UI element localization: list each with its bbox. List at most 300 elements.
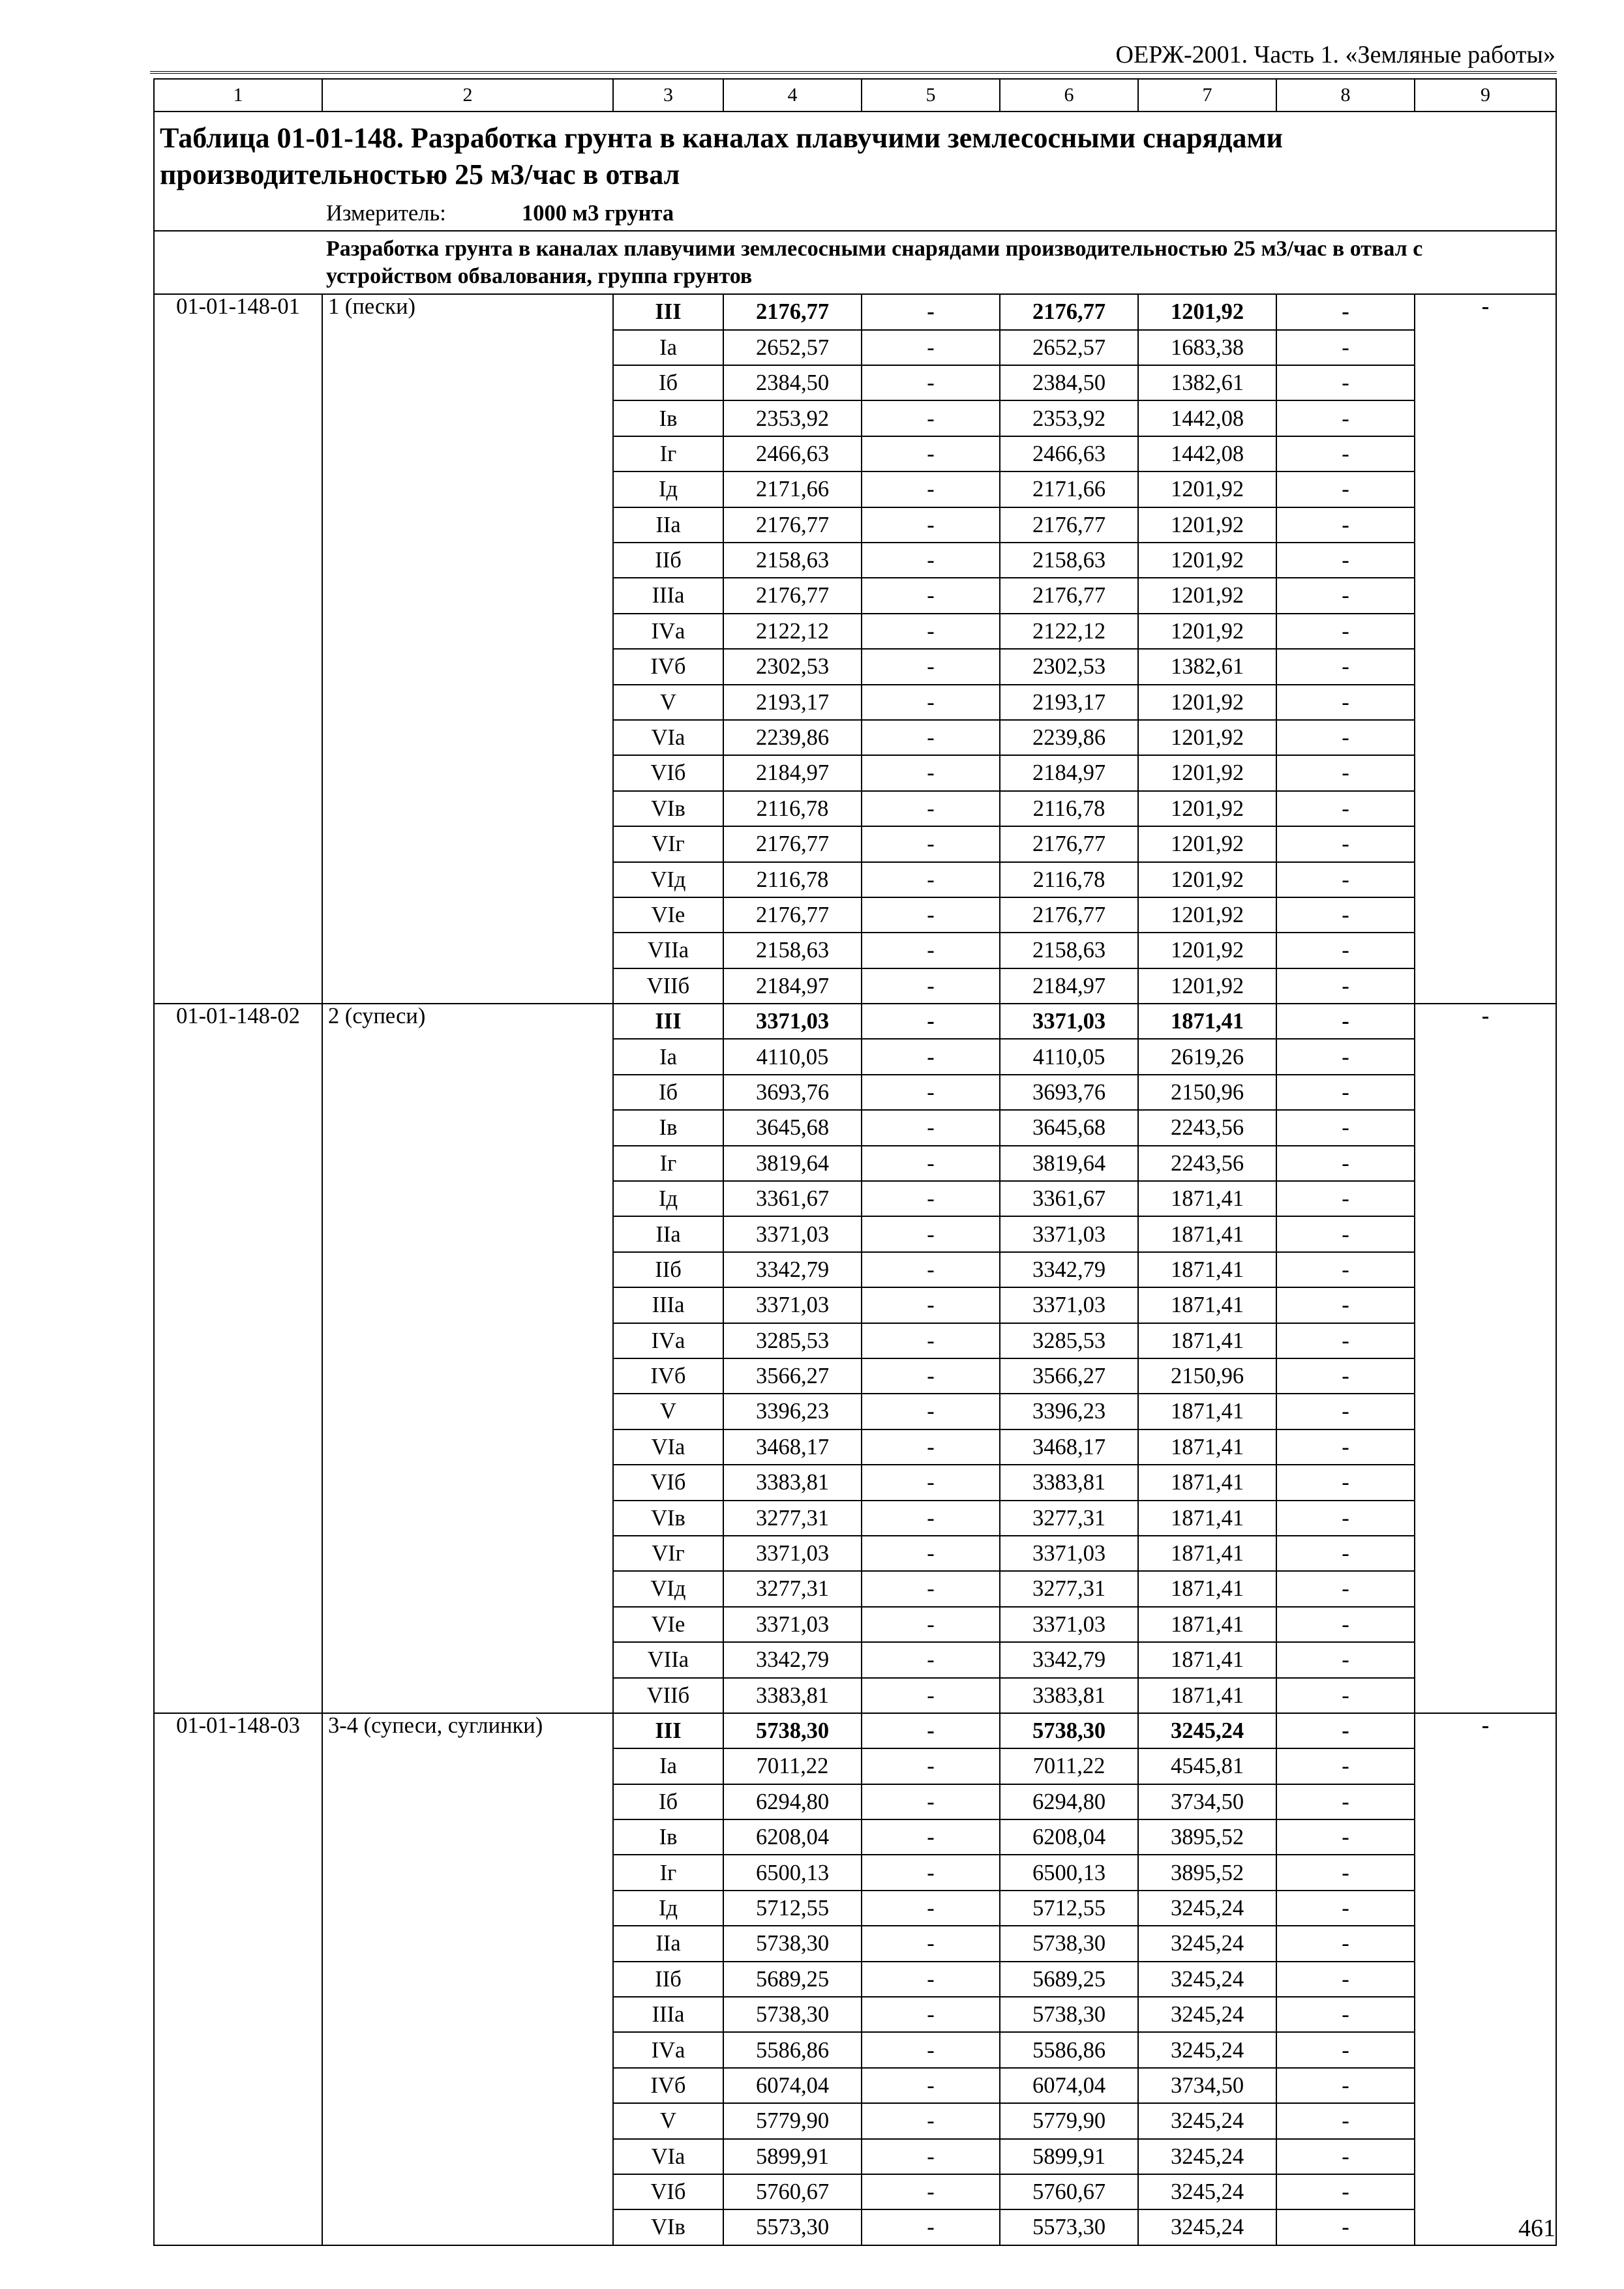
operator-wage: 1201,92 [1138,471,1276,507]
total-cost: 3819,64 [723,1146,862,1181]
soil-category: IIб [613,1962,723,1997]
soil-category: VIIа [613,1642,723,1677]
machine-cost: 3693,76 [1000,1075,1138,1110]
soil-category: IIIа [613,1997,723,2032]
materials-cost: - [1276,1287,1415,1323]
materials-cost: - [1276,578,1415,613]
labor-cost: - [862,1607,1000,1642]
operator-wage: 1871,41 [1138,1181,1276,1216]
soil-category: VIе [613,1607,723,1642]
soil-category: IIб [613,543,723,578]
materials-cost: - [1276,1110,1415,1145]
soil-category: VIа [613,720,723,755]
soil-category: Iг [613,436,723,471]
operator-wage: 2619,26 [1138,1039,1276,1074]
extra-cost: - [1415,1004,1556,1713]
soil-category: IVа [613,2032,723,2067]
operator-wage: 3245,24 [1138,2103,1276,2138]
total-cost: 5899,91 [723,2139,862,2174]
soil-category: Iг [613,1146,723,1181]
labor-cost: - [862,436,1000,471]
materials-cost: - [1276,933,1415,968]
operator-wage: 1201,92 [1138,897,1276,933]
soil-category: IVа [613,1323,723,1358]
total-cost: 2176,77 [723,826,862,861]
operator-wage: 3245,24 [1138,1926,1276,1961]
labor-cost: - [862,862,1000,897]
soil-category: VIе [613,897,723,933]
col-number: 2 [322,79,613,112]
soil-category: IVб [613,1358,723,1394]
total-cost: 2176,77 [723,897,862,933]
labor-cost: - [862,1819,1000,1855]
labor-cost: - [862,791,1000,826]
operator-wage: 1871,41 [1138,1501,1276,1536]
operator-wage: 1683,38 [1138,330,1276,365]
operator-wage: 3895,52 [1138,1855,1276,1890]
operator-wage: 3245,24 [1138,2032,1276,2067]
materials-cost: - [1276,507,1415,543]
machine-cost: 2239,86 [1000,720,1138,755]
total-cost: 3566,27 [723,1358,862,1394]
total-cost: 7011,22 [723,1748,862,1784]
total-cost: 2384,50 [723,365,862,400]
soil-category: VIд [613,1571,723,1606]
operator-wage: 1871,41 [1138,1642,1276,1677]
soil-category: V [613,685,723,720]
machine-cost: 2176,77 [1000,578,1138,613]
machine-cost: 2184,97 [1000,755,1138,790]
machine-cost: 4110,05 [1000,1039,1138,1074]
machine-cost: 3285,53 [1000,1323,1138,1358]
labor-cost: - [862,1926,1000,1961]
materials-cost: - [1276,1962,1415,1997]
labor-cost: - [862,294,1000,329]
total-cost: 3383,81 [723,1465,862,1500]
materials-cost: - [1276,1252,1415,1287]
labor-cost: - [862,2139,1000,2174]
operator-wage: 1201,92 [1138,614,1276,649]
machine-cost: 2176,77 [1000,826,1138,861]
operator-wage: 3245,24 [1138,2174,1276,2209]
labor-cost: - [862,897,1000,933]
total-cost: 5712,55 [723,1891,862,1926]
materials-cost: - [1276,1642,1415,1677]
total-cost: 2239,86 [723,720,862,755]
operator-wage: 1382,61 [1138,649,1276,684]
soil-category: Iв [613,1819,723,1855]
soil-category: VIд [613,862,723,897]
total-cost: 3361,67 [723,1181,862,1216]
labor-cost: - [862,1075,1000,1110]
materials-cost: - [1276,1394,1415,1429]
item-code: 01-01-148-02 [154,1004,322,1713]
labor-cost: - [862,471,1000,507]
operator-wage: 3245,24 [1138,2139,1276,2174]
materials-cost: - [1276,2068,1415,2103]
labor-cost: - [862,1216,1000,1251]
total-cost: 3396,23 [723,1394,862,1429]
labor-cost: - [862,2032,1000,2067]
machine-cost: 3371,03 [1000,1287,1138,1323]
operator-wage: 2150,96 [1138,1075,1276,1110]
machine-cost: 5689,25 [1000,1962,1138,1997]
extra-cost: - [1415,294,1556,1004]
col-number: 5 [862,79,1000,112]
machine-cost: 3277,31 [1000,1501,1138,1536]
soil-category: VIв [613,2209,723,2245]
materials-cost: - [1276,968,1415,1004]
labor-cost: - [862,1394,1000,1429]
total-cost: 3371,03 [723,1607,862,1642]
operator-wage: 1871,41 [1138,1216,1276,1251]
soil-category: VIа [613,1429,723,1465]
total-cost: 2466,63 [723,436,862,471]
soil-category: III [613,294,723,329]
page-number: 461 [1518,2215,1556,2242]
operator-wage: 1442,08 [1138,436,1276,471]
machine-cost: 5712,55 [1000,1891,1138,1926]
materials-cost: - [1276,2174,1415,2209]
soil-category: VIб [613,755,723,790]
materials-cost: - [1276,862,1415,897]
operator-wage: 1201,92 [1138,968,1276,1004]
soil-category: IVб [613,649,723,684]
soil-category: IIIа [613,578,723,613]
machine-cost: 5586,86 [1000,2032,1138,2067]
machine-cost: 3566,27 [1000,1358,1138,1394]
materials-cost: - [1276,791,1415,826]
materials-cost: - [1276,1784,1415,1819]
materials-cost: - [1276,614,1415,649]
materials-cost: - [1276,1713,1415,1748]
operator-wage: 3245,24 [1138,1713,1276,1748]
total-cost: 3342,79 [723,1642,862,1677]
labor-cost: - [862,2103,1000,2138]
materials-cost: - [1276,897,1415,933]
soil-category: VIIб [613,1678,723,1713]
machine-cost: 5738,30 [1000,1997,1138,2032]
labor-cost: - [862,1997,1000,2032]
operator-wage: 1201,92 [1138,294,1276,329]
materials-cost: - [1276,365,1415,400]
labor-cost: - [862,720,1000,755]
labor-cost: - [862,649,1000,684]
machine-cost: 5760,67 [1000,2174,1138,2209]
total-cost: 2184,97 [723,968,862,1004]
operator-wage: 1382,61 [1138,365,1276,400]
labor-cost: - [862,685,1000,720]
operator-wage: 2243,56 [1138,1110,1276,1145]
operator-wage: 2150,96 [1138,1358,1276,1394]
total-cost: 4110,05 [723,1039,862,1074]
machine-cost: 2353,92 [1000,400,1138,436]
machine-cost: 5779,90 [1000,2103,1138,2138]
total-cost: 3645,68 [723,1110,862,1145]
operator-wage: 1871,41 [1138,1429,1276,1465]
labor-cost: - [862,1642,1000,1677]
operator-wage: 1871,41 [1138,1465,1276,1500]
soil-category: VIг [613,1536,723,1571]
total-cost: 5689,25 [723,1962,862,1997]
machine-cost: 3361,67 [1000,1181,1138,1216]
table-row [154,1004,1556,1039]
materials-cost: - [1276,1358,1415,1394]
machine-cost: 3819,64 [1000,1146,1138,1181]
soil-category: IIб [613,1252,723,1287]
operator-wage: 1871,41 [1138,1571,1276,1606]
materials-cost: - [1276,1678,1415,1713]
labor-cost: - [862,1855,1000,1890]
labor-cost: - [862,507,1000,543]
labor-cost: - [862,1004,1000,1039]
total-cost: 2116,78 [723,791,862,826]
total-cost: 2353,92 [723,400,862,436]
operator-wage: 3734,50 [1138,2068,1276,2103]
measure-row [154,196,1556,231]
labor-cost: - [862,614,1000,649]
machine-cost: 2122,12 [1000,614,1138,649]
table-row [154,294,1556,329]
total-cost: 6208,04 [723,1819,862,1855]
total-cost: 2176,77 [723,294,862,329]
labor-cost: - [862,1962,1000,1997]
header-rule [150,71,1557,74]
materials-cost: - [1276,1748,1415,1784]
materials-cost: - [1276,1571,1415,1606]
operator-wage: 1871,41 [1138,1536,1276,1571]
materials-cost: - [1276,471,1415,507]
materials-cost: - [1276,1501,1415,1536]
total-cost: 3371,03 [723,1004,862,1039]
machine-cost: 2158,63 [1000,933,1138,968]
soil-category: Iб [613,1784,723,1819]
materials-cost: - [1276,1146,1415,1181]
machine-cost: 3645,68 [1000,1110,1138,1145]
operator-wage: 1871,41 [1138,1323,1276,1358]
materials-cost: - [1276,543,1415,578]
operator-wage: 1201,92 [1138,933,1276,968]
soil-category: Iб [613,365,723,400]
labor-cost: - [862,1891,1000,1926]
materials-cost: - [1276,2209,1415,2245]
operator-wage: 2243,56 [1138,1146,1276,1181]
labor-cost: - [862,1465,1000,1500]
soil-category: VIб [613,1465,723,1500]
machine-cost: 2176,77 [1000,897,1138,933]
materials-cost: - [1276,755,1415,790]
materials-cost: - [1276,1075,1415,1110]
materials-cost: - [1276,1004,1415,1039]
soil-category: Iв [613,400,723,436]
running-header: ОЕРЖ-2001. Часть 1. «Земляные работы» [1115,41,1556,68]
machine-cost: 3383,81 [1000,1465,1138,1500]
total-cost: 3468,17 [723,1429,862,1465]
operator-wage: 1871,41 [1138,1394,1276,1429]
soil-category: III [613,1004,723,1039]
materials-cost: - [1276,1536,1415,1571]
machine-cost: 3371,03 [1000,1216,1138,1251]
labor-cost: - [862,330,1000,365]
labor-cost: - [862,365,1000,400]
item-name: 1 (пески) [322,294,613,1004]
machine-cost: 3383,81 [1000,1678,1138,1713]
materials-cost: - [1276,1607,1415,1642]
labor-cost: - [862,1181,1000,1216]
section-title: Разработка грунта в каналах плавучими землесосными снарядами производительностью 25 м3/час в отвал с устройством обвалования, группа грунтов [326,236,1423,289]
soil-category: VIб [613,2174,723,2209]
materials-cost: - [1276,1465,1415,1500]
machine-cost: 2466,63 [1000,436,1138,471]
table-row [154,1713,1556,1748]
total-cost: 6294,80 [723,1784,862,1819]
operator-wage: 1201,92 [1138,685,1276,720]
materials-cost: - [1276,685,1415,720]
soil-category: VIв [613,1501,723,1536]
operator-wage: 1201,92 [1138,543,1276,578]
machine-cost: 7011,22 [1000,1748,1138,1784]
materials-cost: - [1276,826,1415,861]
soil-category: IIIа [613,1287,723,1323]
materials-cost: - [1276,1039,1415,1074]
operator-wage: 1201,92 [1138,826,1276,861]
labor-cost: - [862,755,1000,790]
machine-cost: 2116,78 [1000,862,1138,897]
machine-cost: 5738,30 [1000,1926,1138,1961]
materials-cost: - [1276,1997,1415,2032]
total-cost: 5779,90 [723,2103,862,2138]
materials-cost: - [1276,436,1415,471]
total-cost: 5760,67 [723,2174,862,2209]
materials-cost: - [1276,649,1415,684]
operator-wage: 3895,52 [1138,1819,1276,1855]
soil-category: IIа [613,507,723,543]
labor-cost: - [862,1536,1000,1571]
operator-wage: 3734,50 [1138,1784,1276,1819]
operator-wage: 1871,41 [1138,1678,1276,1713]
operator-wage: 3245,24 [1138,1962,1276,1997]
operator-wage: 1871,41 [1138,1252,1276,1287]
total-cost: 5586,86 [723,2032,862,2067]
machine-cost: 5899,91 [1000,2139,1138,2174]
total-cost: 5738,30 [723,1997,862,2032]
machine-cost: 5738,30 [1000,1713,1138,1748]
soil-category: VIIа [613,933,723,968]
labor-cost: - [862,1678,1000,1713]
labor-cost: - [862,826,1000,861]
machine-cost: 6294,80 [1000,1784,1138,1819]
col-number: 1 [154,79,322,112]
materials-cost: - [1276,1323,1415,1358]
materials-cost: - [1276,1429,1415,1465]
labor-cost: - [862,1429,1000,1465]
machine-cost: 3371,03 [1000,1607,1138,1642]
soil-category: Iг [613,1855,723,1890]
soil-category: Iб [613,1075,723,1110]
machine-cost: 3371,03 [1000,1004,1138,1039]
machine-cost: 6500,13 [1000,1855,1138,1890]
labor-cost: - [862,1501,1000,1536]
materials-cost: - [1276,1891,1415,1926]
labor-cost: - [862,1110,1000,1145]
materials-cost: - [1276,1181,1415,1216]
machine-cost: 2184,97 [1000,968,1138,1004]
operator-wage: 1201,92 [1138,755,1276,790]
operator-wage: 4545,81 [1138,1748,1276,1784]
column-number-row [154,79,1556,112]
total-cost: 2158,63 [723,543,862,578]
item-code: 01-01-148-01 [154,294,322,1004]
labor-cost: - [862,1039,1000,1074]
labor-cost: - [862,2209,1000,2245]
machine-cost: 2193,17 [1000,685,1138,720]
soil-category: VIIб [613,968,723,1004]
measure-cell [154,196,1556,231]
soil-category: Iа [613,1748,723,1784]
col-number: 9 [1415,79,1556,112]
machine-cost: 6208,04 [1000,1819,1138,1855]
machine-cost: 2158,63 [1000,543,1138,578]
total-cost: 3383,81 [723,1678,862,1713]
soil-category: V [613,2103,723,2138]
soil-category: VIг [613,826,723,861]
operator-wage: 1201,92 [1138,791,1276,826]
total-cost: 2122,12 [723,614,862,649]
operator-wage: 1871,41 [1138,1004,1276,1039]
total-cost: 3371,03 [723,1536,862,1571]
labor-cost: - [862,400,1000,436]
col-number: 4 [723,79,862,112]
item-code: 01-01-148-03 [154,1713,322,2245]
soil-category: VIа [613,2139,723,2174]
total-cost: 5738,30 [723,1713,862,1748]
soil-category: Iд [613,471,723,507]
soil-category: IIа [613,1926,723,1961]
machine-cost: 3371,03 [1000,1536,1138,1571]
labor-cost: - [862,1358,1000,1394]
soil-category: Iа [613,330,723,365]
table-title: Таблица 01-01-148. Разработка грунта в каналах плавучими землесосными снарядами производительностью 25 м3/час в отвал [154,112,1556,196]
machine-cost: 3277,31 [1000,1571,1138,1606]
total-cost: 3371,03 [723,1216,862,1251]
machine-cost: 2171,66 [1000,471,1138,507]
total-cost: 3277,31 [723,1501,862,1536]
total-cost: 6074,04 [723,2068,862,2103]
total-cost: 2184,97 [723,755,862,790]
machine-cost: 5573,30 [1000,2209,1138,2245]
materials-cost: - [1276,330,1415,365]
materials-cost: - [1276,1819,1415,1855]
item-name: 3-4 (супеси, суглинки) [322,1713,613,2245]
materials-cost: - [1276,1926,1415,1961]
item-name: 2 (супеси) [322,1004,613,1713]
total-cost: 2116,78 [723,862,862,897]
machine-cost: 2116,78 [1000,791,1138,826]
materials-cost: - [1276,294,1415,329]
labor-cost: - [862,2174,1000,2209]
operator-wage: 1871,41 [1138,1607,1276,1642]
soil-category: Iд [613,1891,723,1926]
measure-label: Измеритель: [326,200,446,226]
table-body [154,79,1556,2245]
total-cost: 2302,53 [723,649,862,684]
materials-cost: - [1276,2103,1415,2138]
total-cost: 5738,30 [723,1926,862,1961]
operator-wage: 1201,92 [1138,507,1276,543]
machine-cost: 3342,79 [1000,1642,1138,1677]
materials-cost: - [1276,2139,1415,2174]
operator-wage: 3245,24 [1138,1997,1276,2032]
